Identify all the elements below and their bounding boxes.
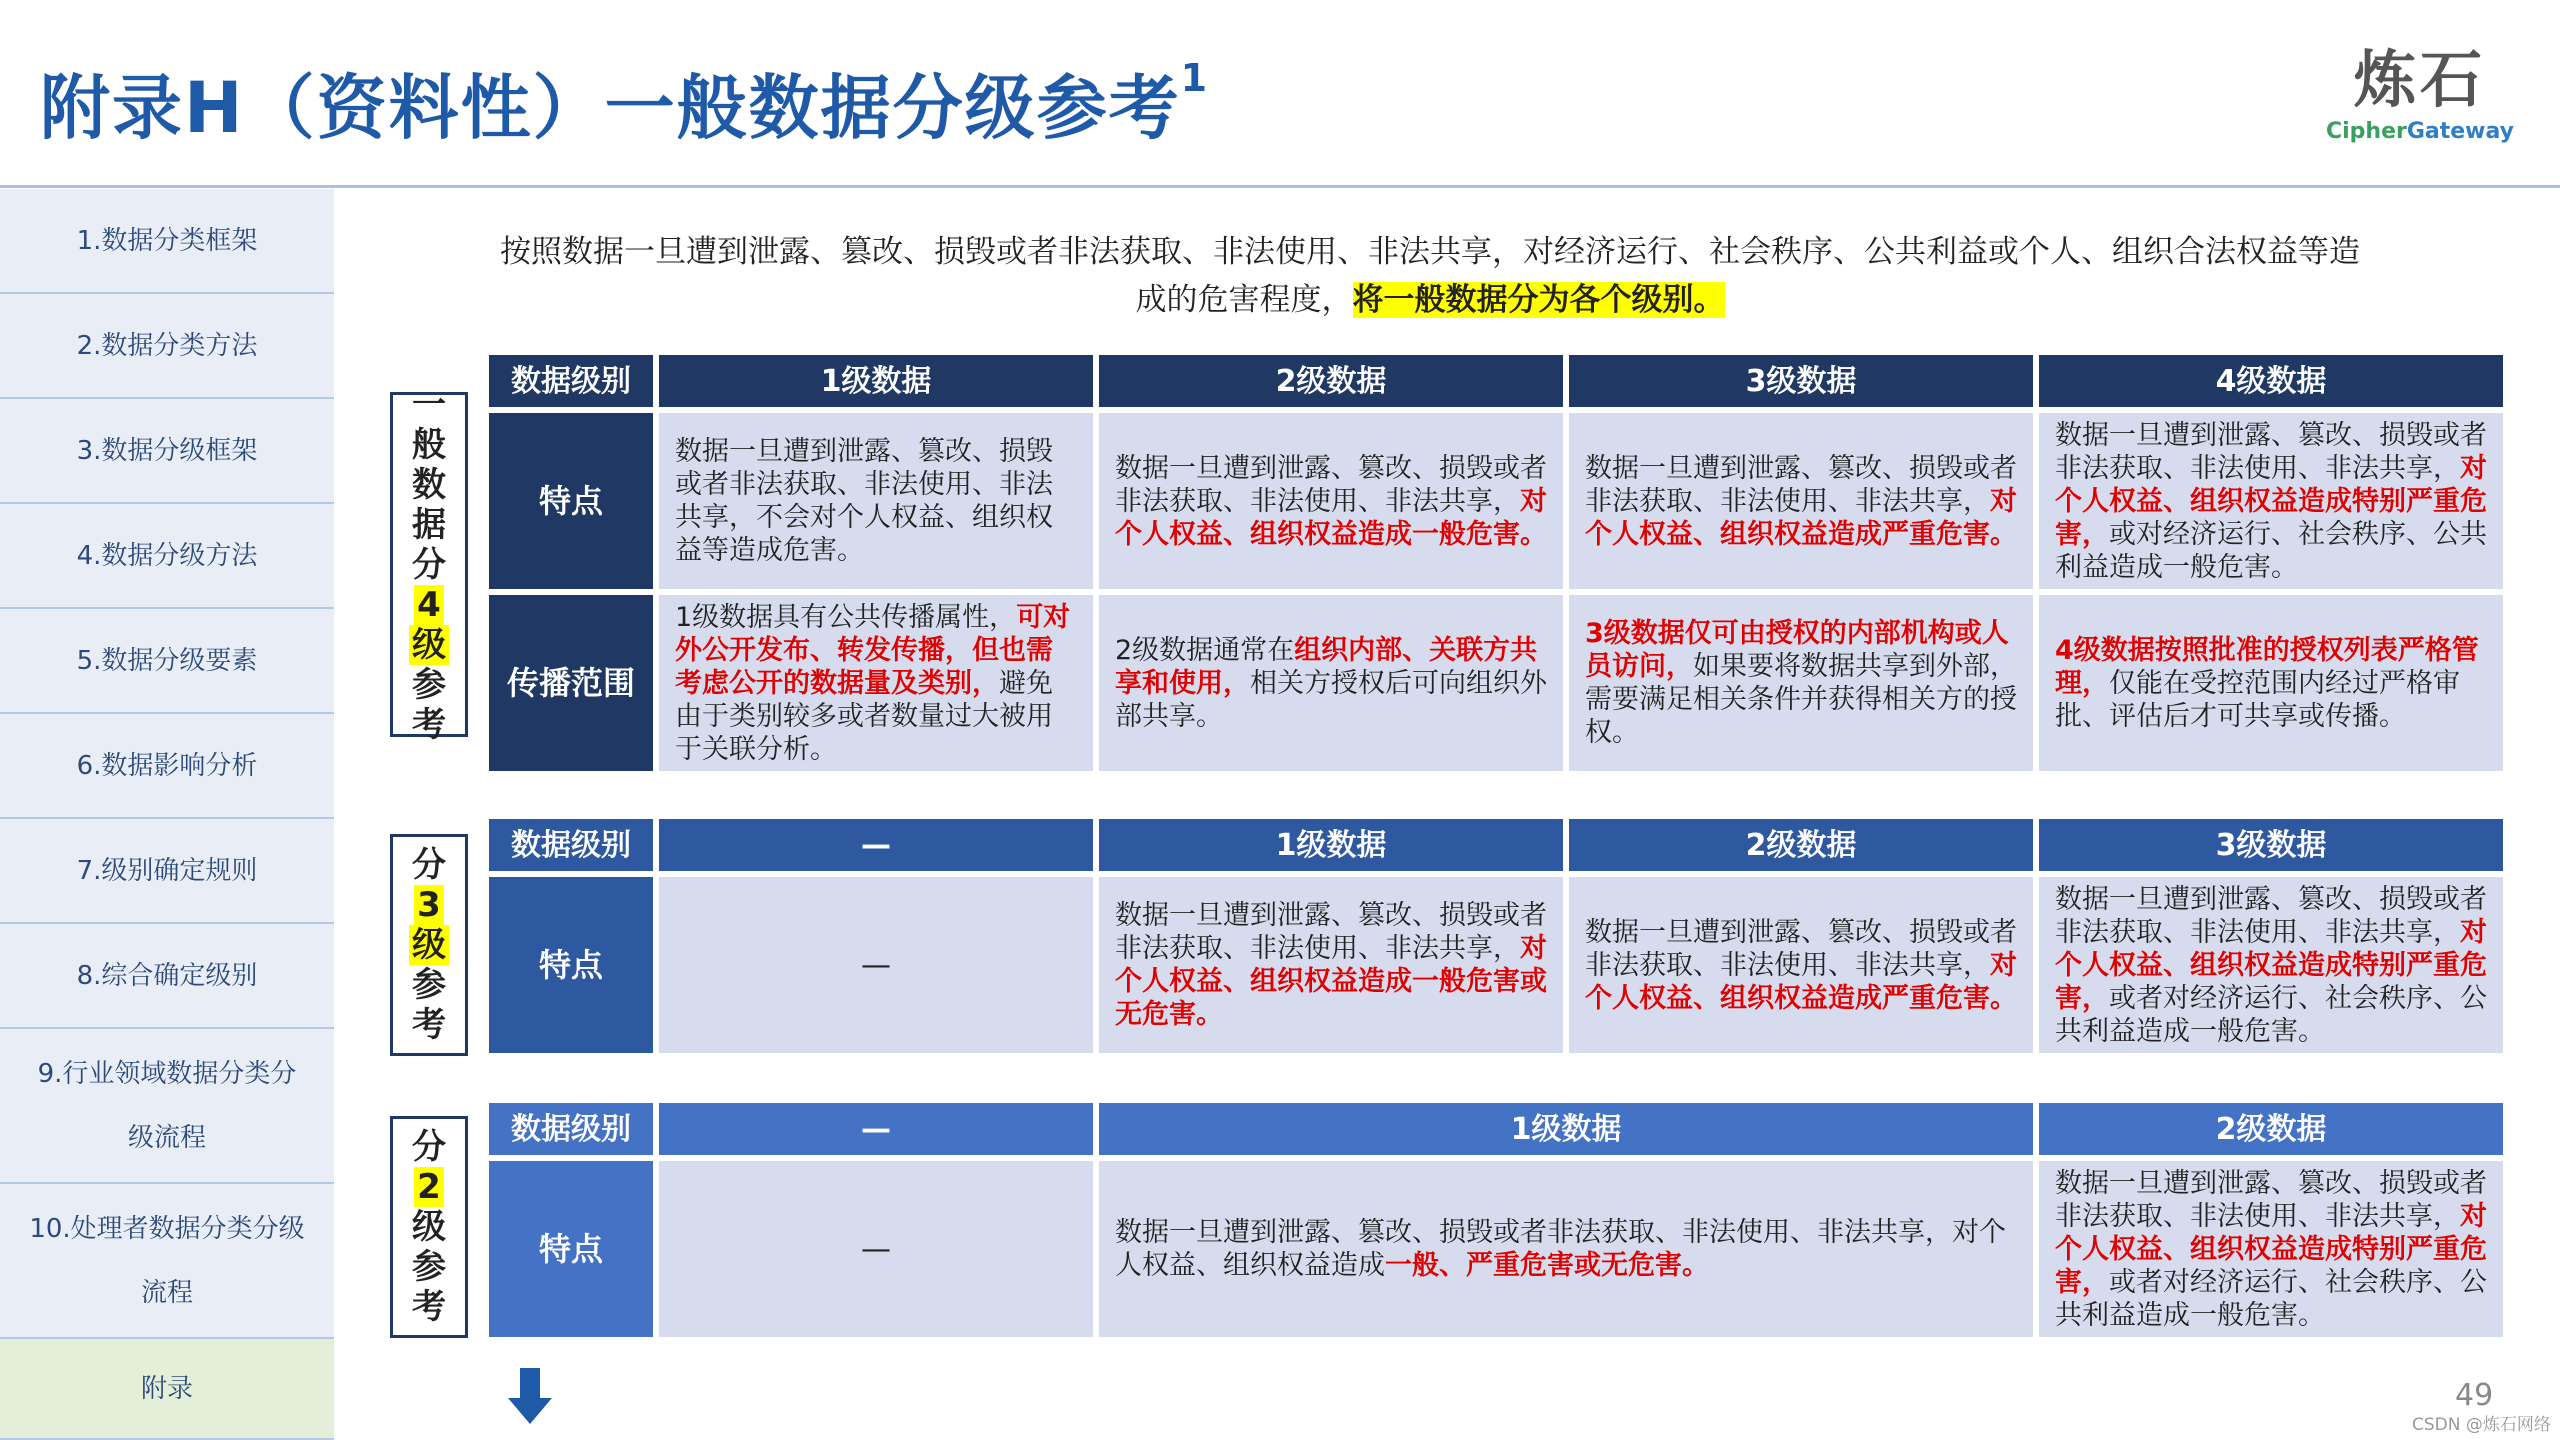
- header-cell: —: [656, 816, 1096, 874]
- table-row: [486, 410, 2506, 592]
- table-row: [486, 592, 2506, 774]
- header-cell: 1级数据: [1096, 816, 1566, 874]
- table-cell: 数据一旦遭到泄露、篡改、损毁或者非法获取、非法使用、非法共享，对个人权益、组织权益造成严重危害。: [1566, 874, 2036, 1056]
- sidebar-item-processor-process[interactable]: 10.处理者数据分类分级流程: [0, 1184, 334, 1339]
- label-4-level: 一 般 数 据 分 4 级 参 考: [390, 392, 468, 737]
- logo-mark: 炼石: [2353, 43, 2486, 116]
- header-cell: 数据级别: [486, 352, 656, 410]
- footnote-marker: 1: [1180, 56, 1210, 100]
- table-cell: 数据一旦遭到泄露、篡改、损毁或者非法获取、非法使用、非法共享，对个人权益、组织权益造成一般危害或无危害。: [1096, 874, 1566, 1056]
- table-cell: 数据一旦遭到泄露、篡改、损毁或者非法获取、非法使用、非法共享，对个人权益、组织权益造成一般危害。: [1096, 410, 1566, 592]
- sidebar-item-industry-process[interactable]: 9.行业领域数据分类分级流程: [0, 1029, 334, 1184]
- table-header-row: [486, 816, 2506, 874]
- table-cell: 数据一旦遭到泄露、篡改、损毁或者非法获取、非法使用、非法共享，不会对个人权益、组织权益等造成危害。: [656, 410, 1096, 592]
- sidebar-item-level-rules[interactable]: 7.级别确定规则: [0, 819, 334, 924]
- header-cell: 3级数据: [2036, 816, 2506, 874]
- table-cell: —: [656, 1158, 1096, 1340]
- sidebar-item-overall-level[interactable]: 8.综合确定级别: [0, 924, 334, 1029]
- header-cell: 2级数据: [1566, 816, 2036, 874]
- table-cell: 数据一旦遭到泄露、篡改、损毁或者非法获取、非法使用、非法共享，对个人权益、组织权益造成严重危害。: [1566, 410, 2036, 592]
- header-cell: 2级数据: [2036, 1100, 2506, 1158]
- table-cell: 数据一旦遭到泄露、篡改、损毁或者非法获取、非法使用、非法共享，对个人权益、组织权益造成特别严重危害，或者对经济运行、社会秩序、公共利益造成一般危害。: [2036, 874, 2506, 1056]
- table-row: [486, 874, 2506, 1056]
- table-cell: 3级数据仅可由授权的内部机构或人员访问，如果要将数据共享到外部，需要满足相关条件并获得相关方的授权。: [1566, 592, 2036, 774]
- logo-text: CipherGateway: [2325, 119, 2515, 144]
- table-header-row: [486, 352, 2506, 410]
- sidebar-item-grading-framework[interactable]: 3.数据分级框架: [0, 399, 334, 504]
- header-cell: 数据级别: [486, 1100, 656, 1158]
- table-row: [486, 1158, 2506, 1340]
- header-cell: 4级数据: [2036, 352, 2506, 410]
- header-cell: 2级数据: [1096, 352, 1566, 410]
- table-cell: 数据一旦遭到泄露、篡改、损毁或者非法获取、非法使用、非法共享，对个人权益、组织权益造成特别严重危害，或对经济运行、社会秩序、公共利益造成一般危害。: [2036, 410, 2506, 592]
- row-header: 特点: [486, 874, 656, 1056]
- sidebar-item-grading-method[interactable]: 4.数据分级方法: [0, 504, 334, 609]
- row-header: 特点: [486, 1158, 656, 1340]
- page-title: 附录H（资料性）一般数据分级参考$^1$: [40, 56, 1210, 149]
- label-3-level: 分 3 级 参 考: [390, 834, 468, 1056]
- header-cell: —: [656, 1100, 1096, 1158]
- header-cell: 3级数据: [1566, 352, 2036, 410]
- row-header: 特点: [486, 410, 656, 592]
- table-cell: 1级数据具有公共传播属性，可对外公开发布、转发传播，但也需考虑公开的数据量及类别，避免由于类别较多或者数量过大被用于关联分析。: [656, 592, 1096, 774]
- row-header: 传播范围: [486, 592, 656, 774]
- sidebar-item-impact-analysis[interactable]: 6.数据影响分析: [0, 714, 334, 819]
- table-cell: —: [656, 874, 1096, 1056]
- table-cell: 2级数据通常在组织内部、关联方共享和使用，相关方授权后可向组织外部共享。: [1096, 592, 1566, 774]
- table-header-row: [486, 1100, 2506, 1158]
- intro-text: 按照数据一旦遭到泄露、篡改、损毁或者非法获取、非法使用、非法共享，对经济运行、社会秩序、公共利益或个人、组织合法权益等造成的危害程度，将一般数据分为各个级别。: [500, 234, 2360, 318]
- logo: [2310, 30, 2530, 144]
- label-2-level: 分 2 级 参 考: [390, 1116, 468, 1338]
- sidebar-item-classification-framework[interactable]: 1.数据分类框架: [0, 189, 334, 294]
- page-number: 49: [2455, 1378, 2494, 1413]
- header-cell: 1级数据: [656, 352, 1096, 410]
- table-cell: 数据一旦遭到泄露、篡改、损毁或者非法获取、非法使用、非法共享，对个人权益、组织权益造成特别严重危害，或者对经济运行、社会秩序、公共利益造成一般危害。: [2036, 1158, 2506, 1340]
- intro-highlight: 将一般数据分为各个级别。: [1352, 282, 1725, 318]
- header-cell: 数据级别: [486, 816, 656, 874]
- table-cell: 数据一旦遭到泄露、篡改、损毁或者非法获取、非法使用、非法共享，对个人权益、组织权益造成一般、严重危害或无危害。: [1096, 1158, 2036, 1340]
- arrow-down-icon: [508, 1368, 552, 1424]
- table-cell: 4级数据按照批准的授权列表严格管理，仅能在受控范围内经过严格审批、评估后才可共享或传播。: [2036, 592, 2506, 774]
- page-header: [0, 0, 2560, 188]
- header-cell: 1级数据: [1096, 1100, 2036, 1158]
- sidebar-item-classification-method[interactable]: 2.数据分类方法: [0, 294, 334, 399]
- sidebar-item-grading-factors[interactable]: 5.数据分级要素: [0, 609, 334, 714]
- sidebar-nav: [0, 189, 334, 1440]
- sidebar-item-appendix[interactable]: 附录: [0, 1339, 334, 1440]
- watermark-text: CSDN @炼石网络: [2412, 1415, 2551, 1435]
